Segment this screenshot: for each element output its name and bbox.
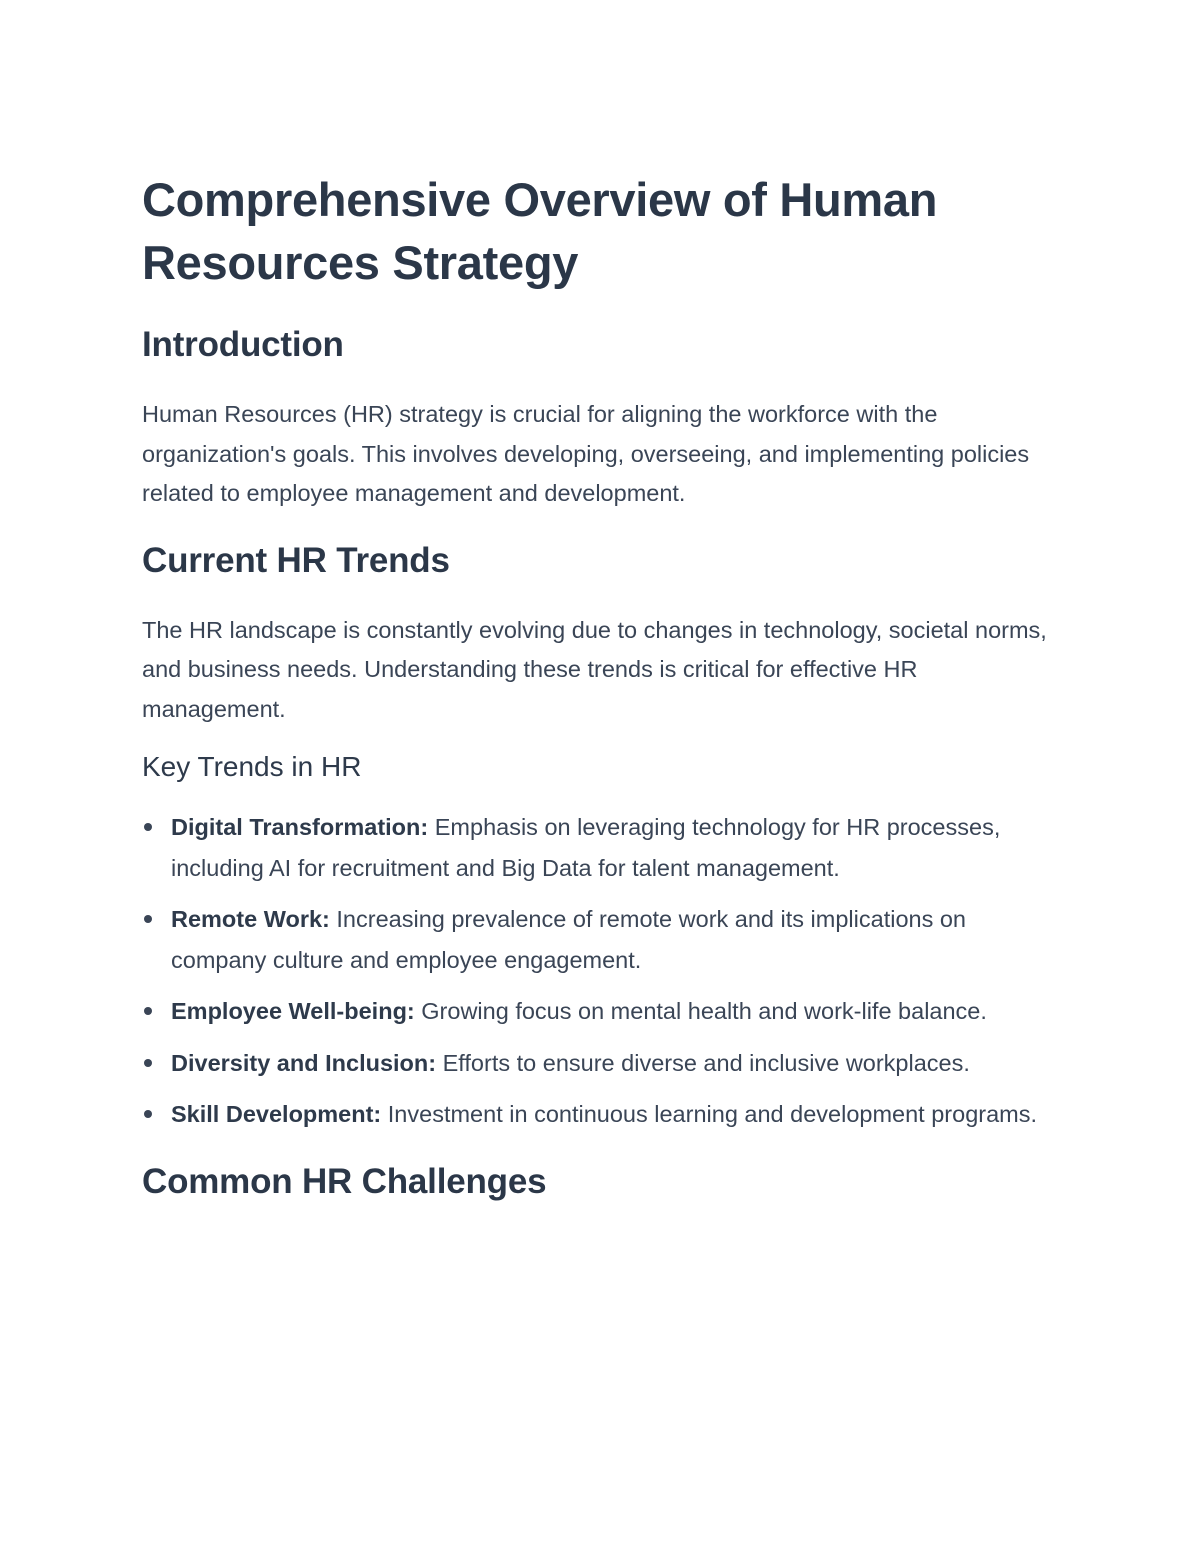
document-title: Comprehensive Overview of Human Resources Strategy	[142, 173, 938, 289]
bullet-icon	[144, 1110, 152, 1118]
introduction-heading: Introduction	[142, 325, 344, 364]
key-trends-subheading: Key Trends in HR	[142, 751, 362, 782]
trend-description: Efforts to ensure diverse and inclusive workplaces.	[442, 1049, 970, 1076]
document-page	[142, 168, 1062, 1204]
introduction-paragraph: Human Resources (HR) strategy is crucial for aligning the workforce with the organization's goals. This involves developing, overseeing, and implementing policies related to employee management and development.	[142, 401, 1030, 506]
key-trends-list	[142, 807, 1062, 1135]
list-item	[142, 1043, 1062, 1084]
trend-description: Emphasis on leveraging technology for HR processes, including AI for recruitment and Big Data for talent management.	[171, 814, 1001, 881]
list-item	[142, 807, 1062, 888]
current-trends-paragraph: The HR landscape is constantly evolving due to changes in technology, societal norms, and business needs. Understanding these trends is critical for effective HR management.	[142, 616, 1047, 722]
list-item	[142, 991, 1062, 1032]
current-trends-heading: Current HR Trends	[142, 540, 450, 580]
list-item	[142, 899, 1062, 980]
bullet-icon	[144, 823, 152, 831]
challenges-heading: Common HR Challenges	[142, 1161, 547, 1201]
trend-description: Growing focus on mental health and work-life balance.	[421, 998, 987, 1024]
trend-description: Increasing prevalence of remote work and its implications on company culture and employee engagement.	[171, 906, 966, 973]
bullet-icon	[144, 1007, 152, 1015]
trend-description: Investment in continuous learning and development programs.	[387, 1101, 1038, 1127]
list-item	[142, 1094, 1062, 1135]
trend-term: Diversity and Inclusion:	[171, 1049, 437, 1076]
trend-term: Employee Well-being:	[171, 998, 415, 1024]
trend-term: Remote Work:	[171, 906, 330, 932]
bullet-icon	[144, 915, 152, 923]
trend-term: Digital Transformation:	[171, 814, 429, 840]
trend-term: Skill Development:	[171, 1101, 382, 1127]
bullet-icon	[144, 1059, 152, 1067]
